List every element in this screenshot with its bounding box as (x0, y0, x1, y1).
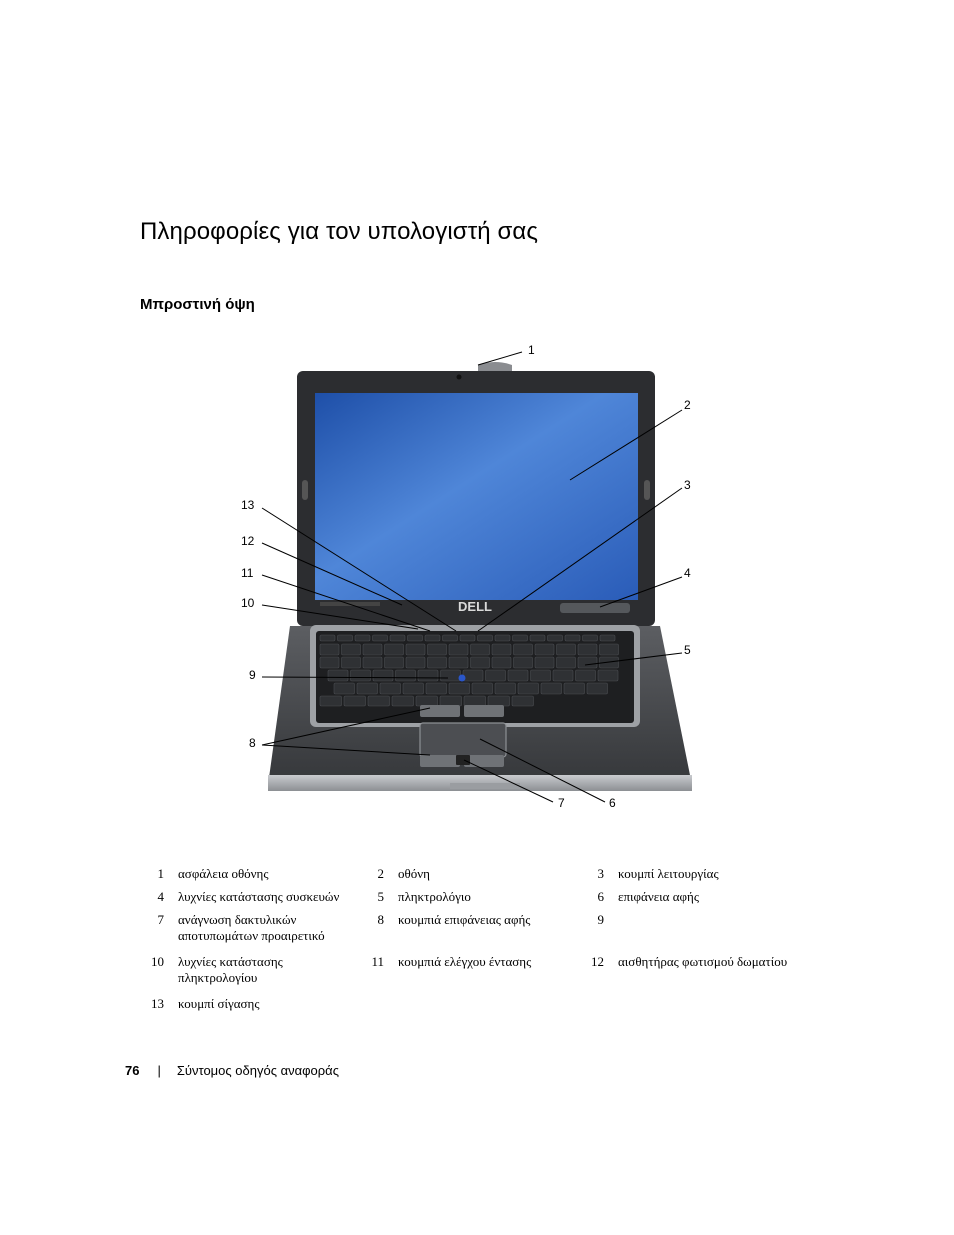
keyboard-key (443, 635, 458, 641)
legend-item (140, 889, 360, 905)
callout-11: 11 (241, 566, 254, 580)
keyboard-key (408, 635, 423, 641)
keyboard-key (385, 644, 404, 655)
keyboard-key (449, 644, 468, 655)
callout-6: 6 (609, 796, 616, 810)
keyboard-key (392, 696, 414, 706)
legend-row (140, 954, 800, 986)
keyboard-key (460, 635, 475, 641)
callout-1: 1 (528, 343, 535, 357)
keyboard-key (441, 670, 461, 681)
legend-number: 6 (597, 889, 604, 904)
keyboard-key (338, 635, 353, 641)
keyboard-key (492, 644, 511, 655)
keyboard-key (328, 670, 348, 681)
footer-separator: | (157, 1063, 161, 1078)
callout-3: 3 (684, 478, 691, 492)
legend-text: κουμπιά επιφάνειας αφής (398, 912, 531, 927)
callout-2: 2 (684, 398, 691, 412)
legend-number: 5 (377, 889, 384, 904)
keyboard-key (495, 635, 510, 641)
legend-item (580, 889, 800, 905)
keyboard-key (478, 635, 493, 641)
legend-item (140, 996, 373, 1012)
legend-text: αισθητήρας φωτισμού δωματίου (618, 954, 788, 969)
keyboard-key (600, 644, 619, 655)
keyboard-key (535, 657, 554, 668)
keyboard-key (418, 670, 438, 681)
keyboard-key (396, 670, 416, 681)
keyboard-key (428, 644, 447, 655)
keyboard-key (320, 644, 339, 655)
keyboard-key (530, 635, 545, 641)
keyboard-key (449, 683, 470, 694)
legend-item (140, 912, 360, 944)
callout-13: 13 (241, 498, 255, 512)
keyboard-key (518, 683, 539, 694)
legend-item (360, 954, 580, 986)
keyboard-key (373, 670, 393, 681)
keyboard-key (428, 657, 447, 668)
callout-8: 8 (249, 736, 256, 750)
page-footer (125, 1063, 339, 1078)
touchpad-button-left (420, 755, 460, 767)
legend-item (140, 954, 360, 986)
dell-logo: DELL (458, 599, 492, 614)
legend-row (140, 889, 800, 905)
track-stick (459, 675, 466, 682)
legend-number: 1 (157, 866, 164, 881)
keyboard-key (583, 635, 598, 641)
keyboard-key (471, 657, 490, 668)
section-subtitle: Μπροστινή όψη (140, 296, 255, 313)
keyboard-key (363, 657, 382, 668)
legend-item (360, 866, 580, 882)
legend-text: οθόνη (398, 866, 430, 881)
figure-legend (140, 866, 800, 1019)
legend-row (140, 866, 800, 882)
laptop-illustration (230, 335, 720, 825)
keyboard-key (513, 635, 528, 641)
keyboard-key (385, 657, 404, 668)
callout-7: 7 (558, 796, 565, 810)
touchpad-button-right (464, 705, 504, 717)
legend-text: κουμπί σίγασης (178, 996, 260, 1011)
fingerprint-reader (456, 755, 470, 765)
keyboard-key (425, 635, 440, 641)
keyboard-key (535, 644, 554, 655)
keyboard-key (406, 644, 425, 655)
keyboard-key (508, 670, 528, 681)
keyboard-key (351, 670, 371, 681)
callout-9: 9 (249, 668, 256, 682)
legend-number: 10 (151, 954, 164, 969)
legend-number: 11 (371, 954, 384, 969)
keyboard-key (576, 670, 596, 681)
keyboard-key (471, 644, 490, 655)
touchpad (420, 723, 506, 757)
laptop-front-view-figure (230, 335, 720, 825)
keyboard-key (342, 644, 361, 655)
keyboard-key (320, 657, 339, 668)
keyboard-key (342, 657, 361, 668)
legend-number: 7 (157, 912, 164, 927)
legend-item (580, 866, 800, 882)
page-title: Πληροφορίες για τον υπολογιστή σας (140, 218, 539, 245)
legend-text: κουμπιά ελέγχου έντασης (398, 954, 532, 969)
keyboard-key (440, 696, 462, 706)
keyboard-key (578, 657, 597, 668)
keyboard-key (587, 683, 608, 694)
legend-item (140, 866, 360, 882)
keyboard-key (426, 683, 447, 694)
keyboard-key (320, 635, 335, 641)
keyboard-key (373, 635, 388, 641)
keyboard-key (495, 683, 516, 694)
legend-text: πληκτρολόγιο (398, 889, 471, 904)
legend-text: λυχνίες κατάστασης πληκτρολογίου (178, 954, 283, 985)
keyboard-key (486, 670, 506, 681)
guide-title: Σύντομος οδηγός αναφοράς (176, 1063, 339, 1078)
legend-number: 12 (591, 954, 604, 969)
keyboard-key (541, 683, 562, 694)
legend-text: επιφάνεια αφής (618, 889, 699, 904)
keyboard-key (390, 635, 405, 641)
keyboard-key (557, 644, 576, 655)
keyboard-key (564, 683, 585, 694)
keyboard-key (514, 644, 533, 655)
keyboard-key (600, 635, 615, 641)
legend-number: 13 (151, 996, 164, 1011)
keyboard-key (357, 683, 378, 694)
device-status-lights (560, 603, 630, 613)
keyboard-key (416, 696, 438, 706)
keyboard-key (406, 657, 425, 668)
keyboard-key (514, 657, 533, 668)
keyboard-key (320, 696, 342, 706)
display-screen (315, 393, 638, 600)
keyboard-key (403, 683, 424, 694)
legend-number: 8 (377, 912, 384, 927)
legend-number: 9 (597, 912, 604, 927)
legend-text: ασφάλεια οθόνης (178, 866, 269, 881)
keyboard-key (512, 696, 534, 706)
keyboard-key (355, 635, 370, 641)
legend-row (140, 912, 800, 944)
callout-4: 4 (684, 566, 691, 580)
keyboard-key (565, 635, 580, 641)
legend-number: 4 (157, 889, 164, 904)
page-number: 76 (125, 1063, 140, 1078)
legend-text: ανάγνωση δακτυλικών αποτυπωμάτων προαιρετικό (178, 912, 325, 943)
keyboard-key (449, 657, 468, 668)
touchpad-button-left (420, 705, 460, 717)
keyboard-key (334, 683, 355, 694)
keyboard-key (344, 696, 366, 706)
keyboard-key (488, 696, 510, 706)
legend-text: λυχνίες κατάστασης συσκευών (178, 889, 340, 904)
keyboard-key (598, 670, 618, 681)
legend-number: 3 (597, 866, 604, 881)
keyboard-key (363, 644, 382, 655)
keyboard-key (463, 670, 483, 681)
callout-10: 10 (241, 596, 255, 610)
callout-5: 5 (684, 643, 691, 657)
legend-item (580, 912, 800, 944)
keyboard-key (492, 657, 511, 668)
keyboard-key (557, 657, 576, 668)
keyboard-key (578, 644, 597, 655)
legend-item (360, 889, 580, 905)
legend-text: κουμπί λειτουργίας (618, 866, 719, 881)
legend-item (360, 912, 580, 944)
keyboard-key (548, 635, 563, 641)
keyboard-key (553, 670, 573, 681)
legend-item (580, 954, 800, 986)
legend-number: 2 (377, 866, 384, 881)
callout-12: 12 (241, 534, 255, 548)
legend-text (618, 912, 798, 944)
keyboard-key (464, 696, 486, 706)
keyboard-key (472, 683, 493, 694)
keyboard-key (368, 696, 390, 706)
keyboard-key (380, 683, 401, 694)
legend-row (140, 996, 800, 1012)
keyboard-key (531, 670, 551, 681)
